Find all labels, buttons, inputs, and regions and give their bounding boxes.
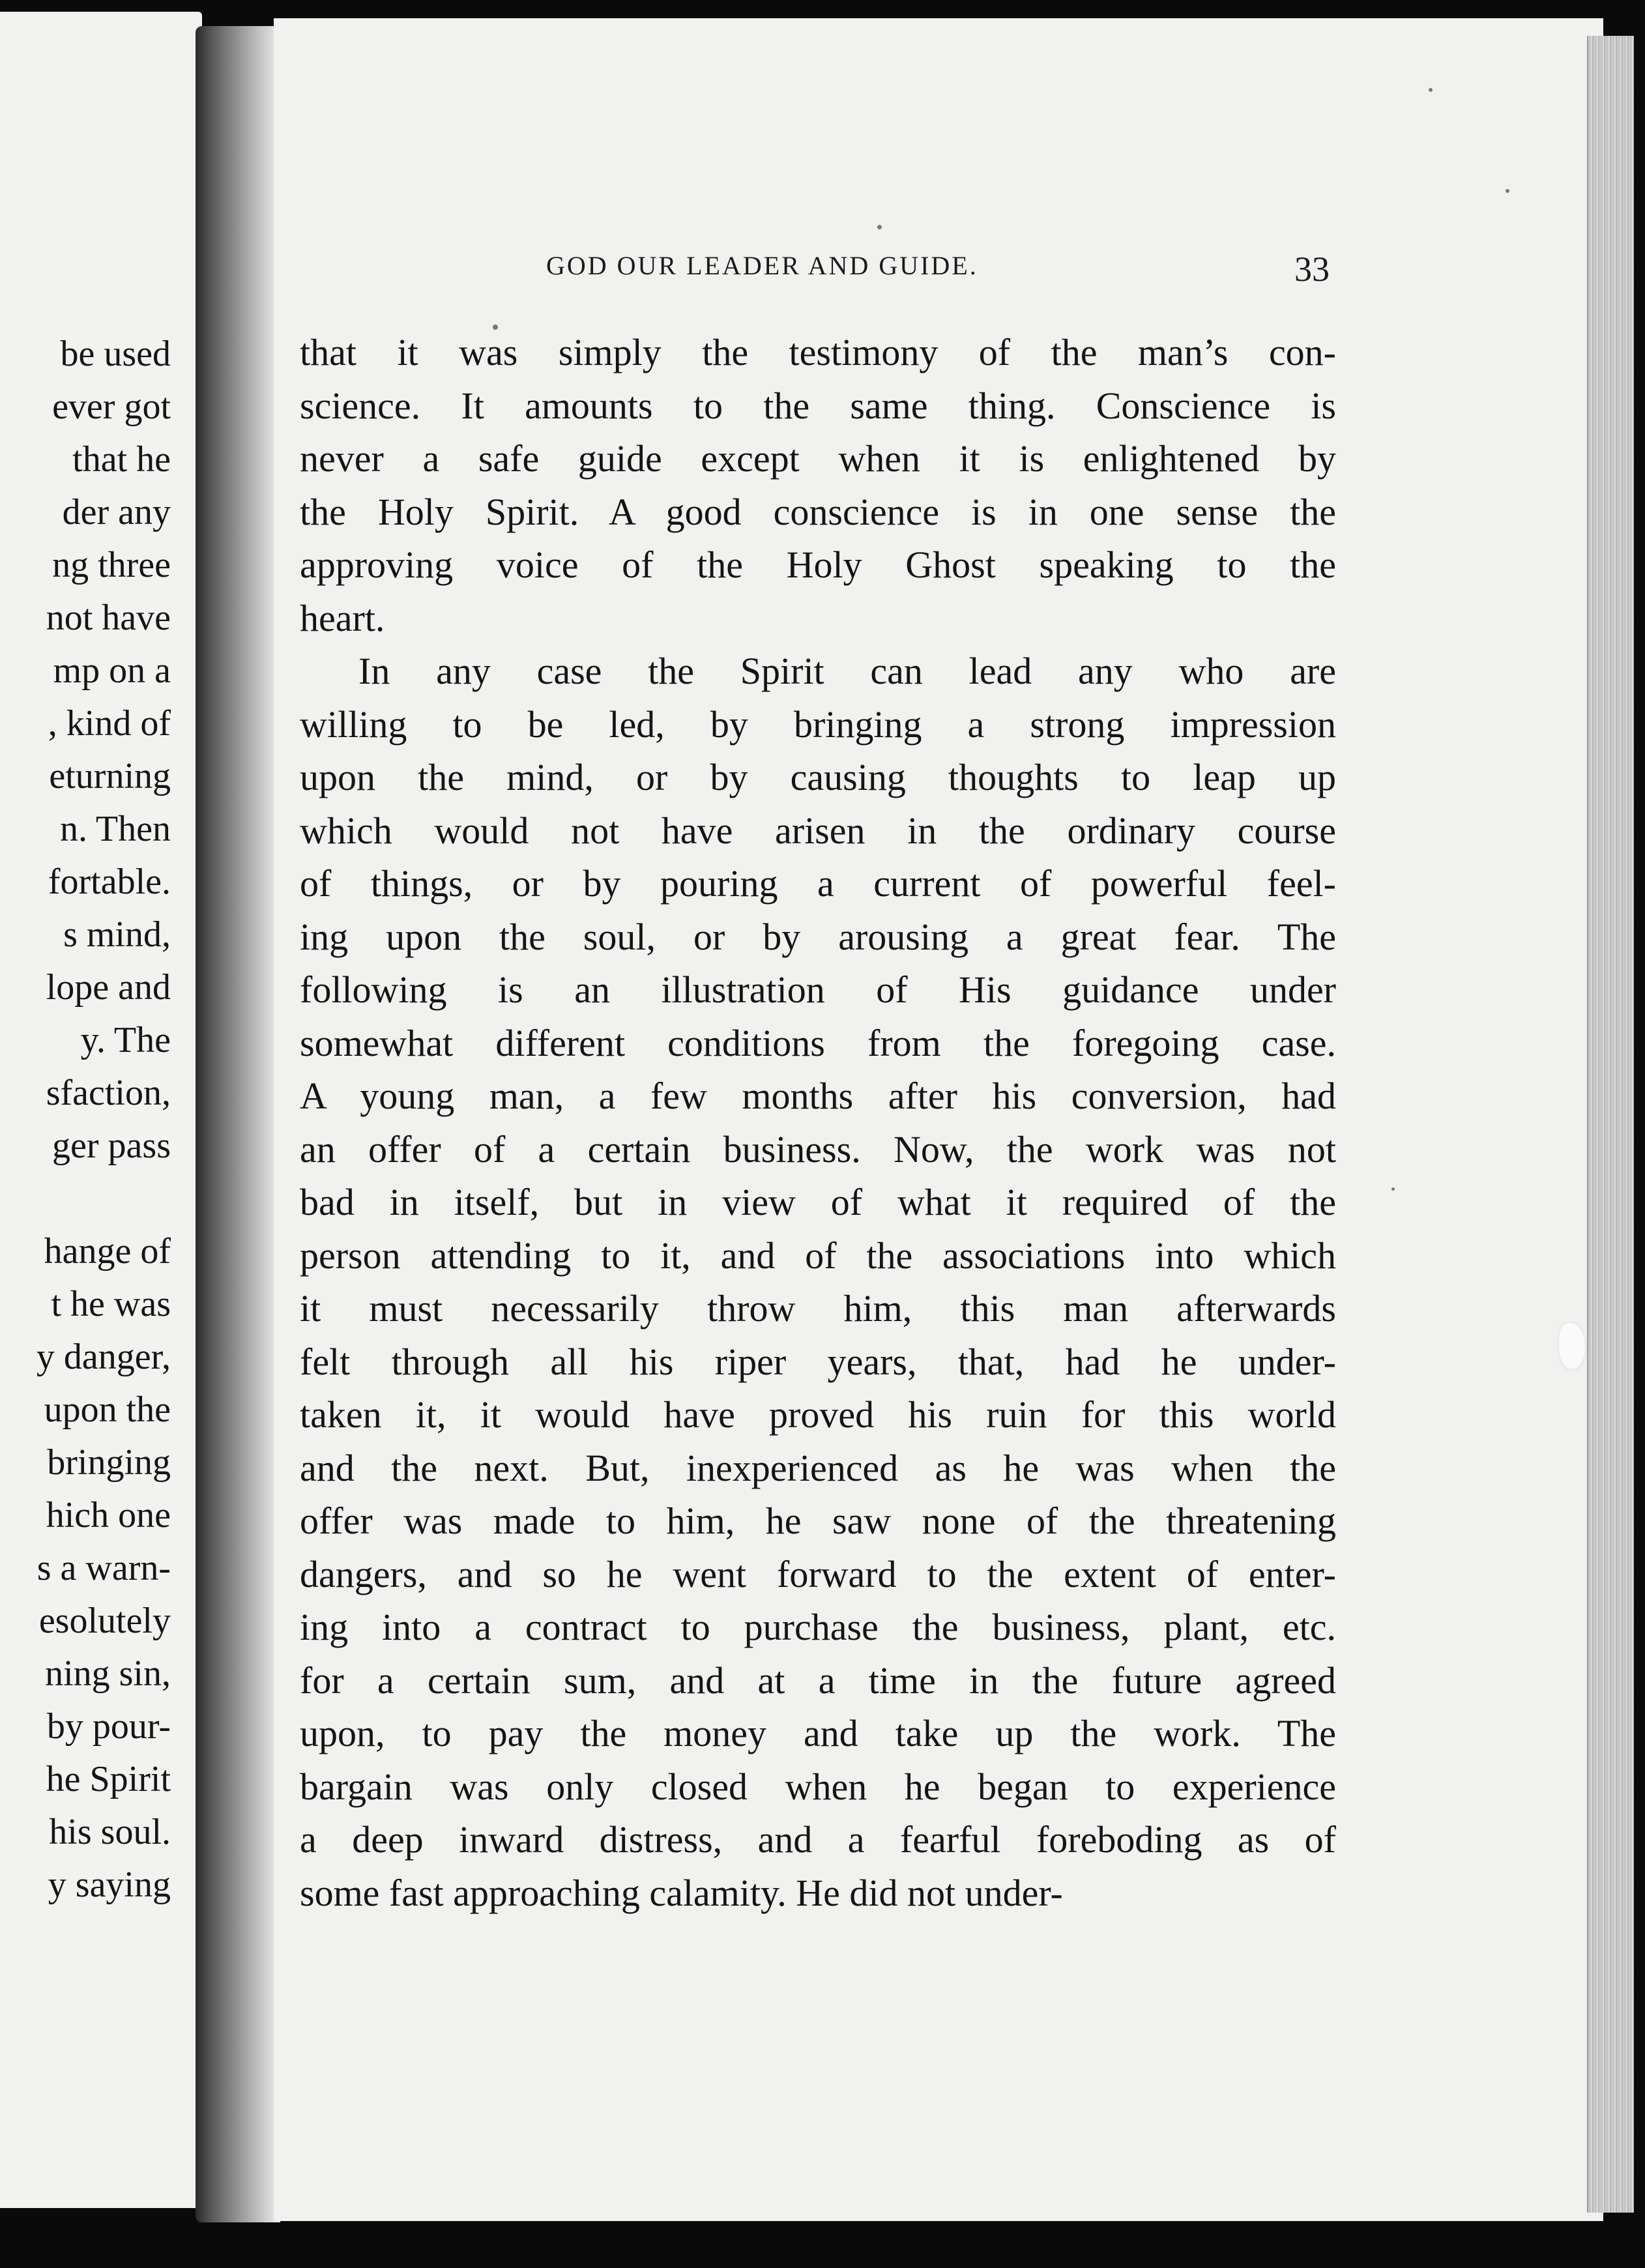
facing-page-line: hich one [46, 1495, 171, 1535]
paragraph [300, 326, 1336, 645]
facing-page-line: upon the [44, 1389, 171, 1430]
dust-speck [1506, 189, 1509, 193]
text-line: A young man, a few months after his conversion, had [300, 1075, 1336, 1117]
facing-page-line: der any [62, 492, 171, 532]
facing-page-line: t he was [51, 1284, 171, 1324]
text-line: somewhat different conditions from the foregoing case. [300, 1021, 1336, 1064]
text-line: following is an illustration of His guidance under [300, 968, 1336, 1011]
facing-page-line: fortable. [48, 862, 171, 902]
running-head: GOD OUR LEADER AND GUIDE. [546, 251, 978, 280]
text-line: the Holy Spirit. A good conscience is in one sense the [300, 490, 1336, 533]
text-line: heart. [300, 596, 385, 639]
facing-page-line: that he [72, 439, 171, 480]
facing-page-line: not have [46, 598, 171, 638]
text-line: offer was made to him, he saw none of the threatening [300, 1500, 1336, 1542]
facing-page-line: s mind, [63, 914, 171, 955]
facing-page-line: sfaction, [46, 1073, 171, 1113]
text-line: ing into a contract to purchase the business, plant, etc. [300, 1606, 1336, 1648]
facing-page-line: ever got [52, 386, 171, 427]
page-edges-stack [1587, 36, 1634, 2213]
text-line: science. It amounts to the same thing. Conscience is [300, 384, 1336, 427]
text-line: an offer of a certain business. Now, the work was not [300, 1127, 1336, 1170]
text-line: it must necessarily throw him, this man afterwards [300, 1287, 1336, 1330]
facing-page-line: eturning [49, 756, 171, 796]
text-line: bad in itself, but in view of what it required of the [300, 1181, 1336, 1223]
facing-page-line: ning sin, [45, 1653, 171, 1694]
book-gutter-shadow [196, 26, 280, 2222]
facing-page-line: ger pass [52, 1126, 171, 1166]
text-line: felt through all his riper years, that, had he under- [300, 1340, 1336, 1383]
dust-speck [1429, 88, 1433, 92]
text-line: and the next. But, inexperienced as he was when the [300, 1446, 1336, 1489]
text-line: for a certain sum, and at a time in the future agreed [300, 1659, 1336, 1702]
text-line: bargain was only closed when he began to experience [300, 1765, 1336, 1808]
text-line: ing upon the soul, or by arousing a great fear. The [300, 915, 1336, 958]
page-number: 33 [1294, 250, 1330, 289]
dust-speck [1391, 1187, 1395, 1191]
facing-page-line: n. Then [59, 809, 171, 849]
facing-page-line: by pour- [46, 1706, 171, 1747]
text-line: willing to be led, by bringing a strong impression [300, 703, 1336, 746]
text-line: some fast approaching calamity. He did not under- [300, 1871, 1063, 1914]
text-line: upon, to pay the money and take up the work. The [300, 1712, 1336, 1754]
facing-page-line: mp on a [53, 650, 171, 691]
facing-page-line: y danger, [36, 1337, 171, 1377]
facing-page-line: y saying [48, 1865, 171, 1905]
facing-page-line: bringing [47, 1442, 171, 1483]
facing-page-line: ng three [52, 545, 171, 585]
facing-page-line: s a warn- [36, 1548, 171, 1588]
text-line: dangers, and so he went forward to the extent of enter- [300, 1552, 1336, 1595]
facing-page-line: hange of [44, 1231, 171, 1272]
body-text [300, 326, 1336, 1919]
facing-page-line: his soul. [49, 1812, 171, 1852]
text-line: a deep inward distress, and a fearful foreboding as of [300, 1818, 1336, 1861]
facing-page-left [0, 12, 202, 2208]
text-line: taken it, it would have proved his ruin for this world [300, 1393, 1336, 1436]
text-line: person attending to it, and of the associations into which [300, 1234, 1336, 1277]
dust-speck [877, 225, 882, 229]
facing-page-text-fragments [0, 328, 171, 1912]
text-line: of things, or by pouring a current of powerful feel- [300, 862, 1336, 905]
facing-page-line: lope and [46, 967, 171, 1008]
facing-page-line: esolutely [38, 1601, 171, 1641]
text-line: approving voice of the Holy Ghost speaking to the [300, 544, 1336, 586]
facing-page-line: y. The [80, 1020, 171, 1060]
facing-page-line: be used [60, 334, 171, 374]
facing-page-line: , kind of [48, 703, 171, 744]
text-line: never a safe guide except when it is enlightened by [300, 437, 1336, 480]
text-line: which would not have arisen in the ordinary course [300, 809, 1336, 852]
text-line: In any case the Spirit can lead any who are [358, 650, 1336, 692]
text-line: that it was simply the testimony of the man’s con- [300, 331, 1336, 373]
facing-page-line: he Spirit [46, 1759, 171, 1799]
facing-page-line [0, 1172, 171, 1225]
paragraph [300, 645, 1336, 1919]
text-line: upon the mind, or by causing thoughts to leap up [300, 756, 1336, 798]
